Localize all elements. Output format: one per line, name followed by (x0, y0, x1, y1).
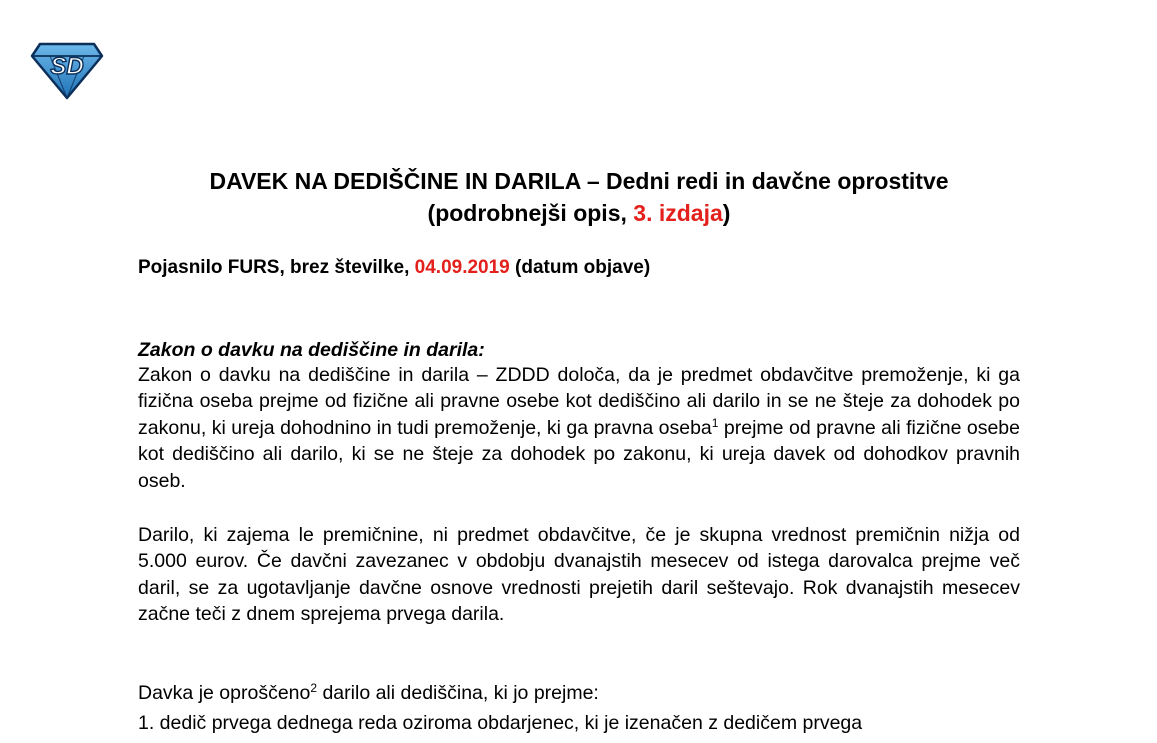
edition-label: 3. izdaja (633, 200, 723, 226)
document-title-line2 (100, 198, 1058, 228)
sd-logo (30, 40, 104, 100)
publication-date: 04.09.2019 (414, 257, 510, 278)
title-line2-prefix: (podrobnejši opis, (427, 200, 634, 226)
document-subtitle (138, 254, 650, 282)
title-line2-suffix: ) (722, 200, 731, 226)
footnote-ref-1[interactable]: 1 (711, 415, 719, 430)
section-heading: Zakon o davku na dediščine in darila: (138, 339, 485, 361)
subtitle-prefix: Pojasnilo FURS, brez številke, (138, 257, 415, 278)
logo-text: SD (50, 53, 84, 80)
document-title: DAVEK NA DEDIŠČINE IN DARILA – Dedni redi in davčne oprostitve (209, 168, 949, 194)
paragraph-2: Darilo, ki zajema le premičnine, ni predmet obdavčitve, če je skupna vrednost premičnin nižja od 5.000 eurov. Če davčni zavezanec v obdobju dvanajstih mesecev od istega darovalca prejme več daril, se za ugotavljanje davčne osnove vrednosti prejetih daril seštevajo. Rok dvanajstih mesecev začne teči z dnem sprejema prvega darila. (138, 524, 1020, 626)
diamond-logo-icon (30, 40, 104, 100)
paragraph-1-text-b: prejme od pravne ali fizične osebe kot dediščino ali darilo, ki se ne šteje za dohodek po zakonu, ki ureja davek od dohodkov pravnih oseb. (138, 416, 1020, 492)
paragraph-3-text-a: Davka je oproščeno (138, 682, 311, 704)
paragraph-1 (138, 362, 1020, 494)
list-item-1: 1. dedič prvega dednega reda oziroma obdarjenec, ki je izenačen z dedičem prvega (138, 712, 863, 734)
paragraph-3 (138, 680, 1020, 706)
subtitle-suffix: (datum objave) (509, 257, 651, 278)
footnote-ref-2[interactable]: 2 (310, 681, 318, 695)
paragraph-3-text-b: darilo ali dediščina, ki jo prejme: (317, 682, 599, 704)
paragraph-1-text-a: Zakon o davku na dediščine in darila – ZDDD določa, da je predmet obdavčitve premoženje, ki ga fizična oseba prejme od fizične ali pravne osebe kot dediščino ali darilo in se ne šteje za dohodek po zakonu, ki ureja dohodnino in tudi premoženje, ki ga pravna oseba (138, 364, 1020, 439)
